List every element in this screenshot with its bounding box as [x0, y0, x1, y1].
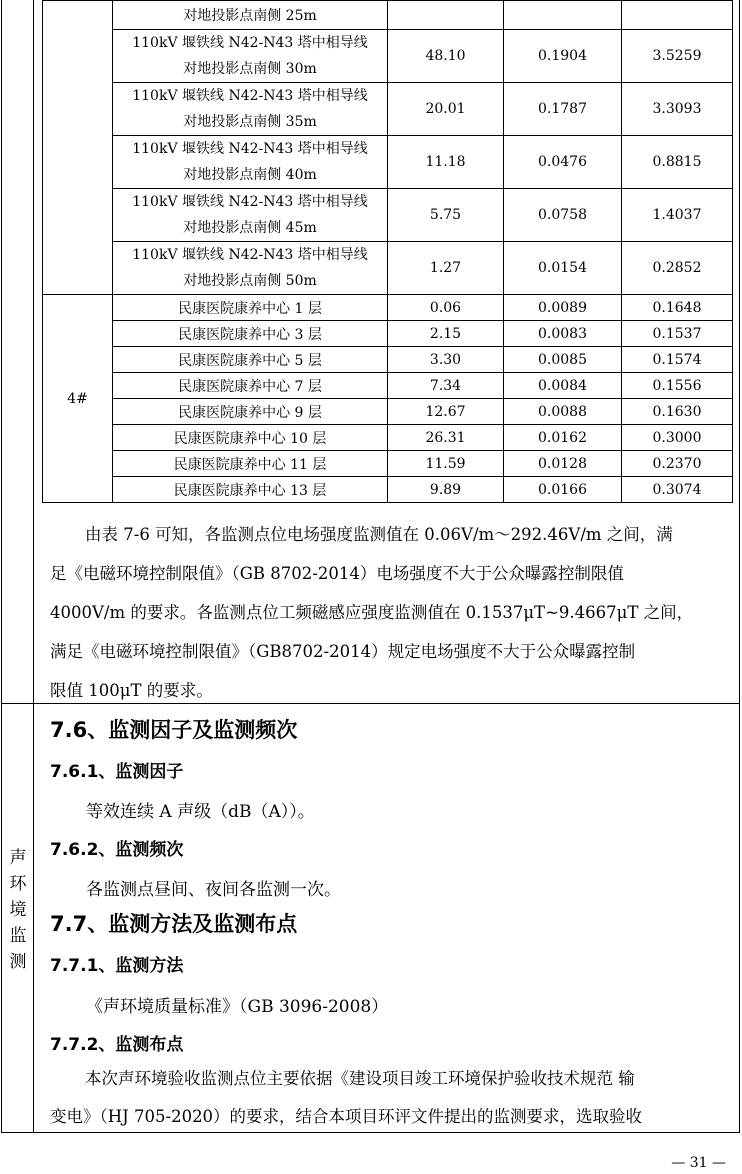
text-7-7-2: 本次声环境验收监测点位主要依据《建设项目竣工环境保护验收技术规范 输 变电》（HJ 705-2020）的要求，结合本项目环评文件提出的监测要求，选取验收 — [50, 1069, 643, 1126]
table-row — [43, 295, 733, 321]
b-field-value: 0.1787 — [504, 83, 622, 136]
point-name: 110kV 堰铁线 N42-N43 塔中相导线 对地投影点南侧 45m — [113, 189, 388, 242]
point-name: 民康医院康养中心 3 层 — [113, 321, 388, 347]
e-field-value: 5.75 — [388, 189, 504, 242]
point-name: 民康医院康养中心 13 层 — [113, 477, 388, 503]
table-row — [43, 136, 733, 189]
e-field-value: 12.67 — [388, 399, 504, 425]
b-field-value: 0.0088 — [504, 399, 622, 425]
b-field-value: 0.0083 — [504, 321, 622, 347]
b-field-converted-value: 0.1630 — [622, 399, 733, 425]
heading-7-6-2: 7.6.2、监测频次 — [50, 840, 184, 860]
section-label-noise-monitoring: 声 环 境 监 测 — [9, 848, 27, 972]
point-name: 民康医院康养中心 7 层 — [113, 373, 388, 399]
site-number: 4# — [43, 295, 113, 503]
heading-7-6: 7.6、监测因子及监测频次 — [50, 718, 298, 742]
table-row — [43, 425, 733, 451]
b-field-value: 0.0758 — [504, 189, 622, 242]
b-field-converted-value: 0.2370 — [622, 451, 733, 477]
heading-7-7: 7.7、监测方法及监测布点 — [50, 912, 298, 936]
e-field-value: 0.06 — [388, 295, 504, 321]
table-row — [43, 347, 733, 373]
table-row — [43, 83, 733, 136]
table-row — [43, 477, 733, 503]
b-field-converted-value: 1.4037 — [622, 189, 733, 242]
summary-paragraph: 由表 7-6 可知，各监测点位电场强度监测值在 0.06V/m～292.46V/m 之间，满 足《电磁环境控制限值》（GB 8702-2014）电场强度不大于公众曝露控制限值 4000V/m 的要求。各监测点位工频磁感应强度监测值在 0.1537μT~9.4667μT 之间， 满足《电磁环境控制限值》（GB8702-2014）规定电场强度不大于公众曝露控制 限值 100μT 的要求。 — [50, 525, 694, 700]
point-name: 民康医院康养中心 9 层 — [113, 399, 388, 425]
table-row — [43, 1, 733, 30]
table-row — [43, 373, 733, 399]
point-name: 对地投影点南侧 25m — [113, 1, 388, 30]
e-field-value: 7.34 — [388, 373, 504, 399]
b-field-value: 0.0154 — [504, 242, 622, 295]
text-7-6-2: 各监测点昼间、夜间各监测一次。 — [86, 880, 341, 900]
b-field-value: 0.0085 — [504, 347, 622, 373]
b-field-converted-value: 0.3074 — [622, 477, 733, 503]
b-field-converted-value: 0.1574 — [622, 347, 733, 373]
point-name: 110kV 堰铁线 N42-N43 塔中相导线 对地投影点南侧 30m — [113, 30, 388, 83]
e-field-value: 48.10 — [388, 30, 504, 83]
e-field-value: 1.27 — [388, 242, 504, 295]
heading-7-6-1: 7.6.1、监测因子 — [50, 762, 184, 782]
table-row — [43, 30, 733, 83]
b-field-converted-value: 0.3000 — [622, 425, 733, 451]
e-field-value: 26.31 — [388, 425, 504, 451]
point-name: 民康医院康养中心 1 层 — [113, 295, 388, 321]
e-field-value: 20.01 — [388, 83, 504, 136]
b-field-converted-value: 0.1537 — [622, 321, 733, 347]
e-field-value: 11.59 — [388, 451, 504, 477]
point-name: 民康医院康养中心 5 层 — [113, 347, 388, 373]
e-field-value: 3.30 — [388, 347, 504, 373]
e-field-value: 9.89 — [388, 477, 504, 503]
table-row — [43, 189, 733, 242]
page-number: — 31 — — [671, 1155, 726, 1171]
point-name: 民康医院康养中心 10 层 — [113, 425, 388, 451]
b-field-converted-value: 0.8815 — [622, 136, 733, 189]
table-row — [43, 451, 733, 477]
site-cell-empty — [43, 1, 113, 295]
monitoring-table — [42, 0, 733, 503]
b-field-converted-value: 0.1648 — [622, 295, 733, 321]
b-field-value: 0.0166 — [504, 477, 622, 503]
point-name: 110kV 堰铁线 N42-N43 塔中相导线 对地投影点南侧 40m — [113, 136, 388, 189]
table-row — [43, 321, 733, 347]
text-7-7-1: 《声环境质量标准》（GB 3096-2008） — [86, 997, 389, 1017]
point-name: 110kV 堰铁线 N42-N43 塔中相导线 对地投影点南侧 50m — [113, 242, 388, 295]
left-column-top — [2, 0, 34, 703]
b-field-value: 0.0084 — [504, 373, 622, 399]
table-row — [43, 399, 733, 425]
b-field-value: 0.0162 — [504, 425, 622, 451]
point-name: 110kV 堰铁线 N42-N43 塔中相导线 对地投影点南侧 35m — [113, 83, 388, 136]
point-name: 民康医院康养中心 11 层 — [113, 451, 388, 477]
b-field-value: 0.0476 — [504, 136, 622, 189]
text-7-6-1: 等效连续 A 声级（dB（A））。 — [86, 802, 315, 822]
heading-7-7-1: 7.7.1、监测方法 — [50, 956, 184, 976]
page-frame — [1, 0, 740, 1133]
table-row — [43, 242, 733, 295]
b-field-converted-value: 0.2852 — [622, 242, 733, 295]
e-field-value: 11.18 — [388, 136, 504, 189]
heading-7-7-2: 7.7.2、监测布点 — [50, 1035, 184, 1055]
b-field-converted-value: 0.1556 — [622, 373, 733, 399]
b-field-converted-value: 3.5259 — [622, 30, 733, 83]
b-field-converted-value: 3.3093 — [622, 83, 733, 136]
e-field-value: 2.15 — [388, 321, 504, 347]
b-field-value: 0.0089 — [504, 295, 622, 321]
b-field-value: 0.0128 — [504, 451, 622, 477]
b-field-value: 0.1904 — [504, 30, 622, 83]
